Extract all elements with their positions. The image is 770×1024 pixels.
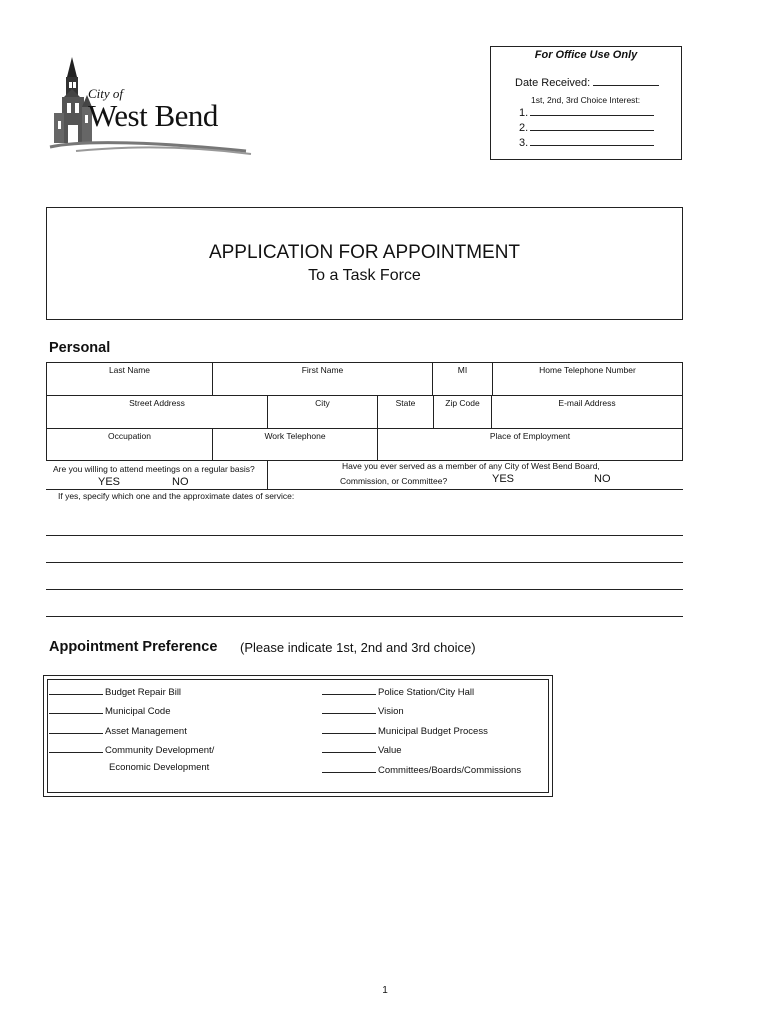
pref-asset-management[interactable]: Asset Management: [49, 723, 187, 737]
mi-field[interactable]: MI: [433, 363, 493, 396]
served-yes-option[interactable]: YES: [492, 473, 515, 485]
pref-budget-repair-bill[interactable]: Budget Repair Bill: [49, 684, 181, 698]
street-address-field[interactable]: Street Address: [47, 396, 268, 429]
pref-vision[interactable]: Vision: [322, 703, 404, 717]
service-line-2[interactable]: [46, 562, 683, 563]
pref-municipal-code[interactable]: Municipal Code: [49, 703, 170, 717]
form-subtitle: To a Task Force: [308, 267, 421, 284]
home-telephone-field[interactable]: Home Telephone Number: [493, 363, 682, 396]
appointment-preference-heading: Appointment Preference: [49, 639, 218, 655]
served-no-option[interactable]: NO: [594, 473, 611, 485]
logo-west-bend-text: West Bend: [88, 98, 218, 133]
date-received-field[interactable]: [515, 75, 659, 89]
served-question-line1: Have you ever served as a member of any City of West Bend Board,: [342, 461, 600, 471]
office-use-box: [490, 46, 682, 160]
pref-municipal-budget-process[interactable]: Municipal Budget Process: [322, 723, 488, 737]
service-line-4[interactable]: [46, 616, 683, 617]
city-field[interactable]: City: [268, 396, 378, 429]
service-line-1[interactable]: [46, 535, 683, 536]
preference-box: [43, 675, 553, 797]
form-title: APPLICATION FOR APPOINTMENT: [208, 242, 521, 263]
attend-meetings-question: [46, 461, 268, 489]
page-number: 1: [382, 985, 388, 996]
office-choice-1[interactable]: 1.: [519, 105, 654, 119]
zip-code-field[interactable]: Zip Code: [434, 396, 492, 429]
questions-row: [46, 461, 683, 490]
email-address-field[interactable]: E-mail Address: [492, 396, 682, 429]
pref-economic-development-label: Economic Development: [109, 762, 210, 773]
preference-instruction: (Please indicate 1st, 2nd and 3rd choice): [240, 640, 476, 655]
office-choice-2[interactable]: 2.: [519, 120, 654, 134]
attend-no-option[interactable]: NO: [172, 476, 189, 488]
pref-community-development[interactable]: Community Development/: [49, 742, 214, 756]
state-field[interactable]: State: [378, 396, 434, 429]
choice-interest-heading: 1st, 2nd, 3rd Choice Interest:: [531, 95, 641, 105]
specify-service-label: If yes, specify which one and the approximate dates of service:: [58, 491, 295, 501]
office-choice-3[interactable]: 3.: [519, 135, 654, 149]
pref-police-station[interactable]: Police Station/City Hall: [322, 684, 474, 698]
logo-city-of-text: City of: [88, 86, 124, 101]
service-line-3[interactable]: [46, 589, 683, 590]
occupation-field[interactable]: Occupation: [47, 429, 213, 460]
personal-info-grid: [46, 362, 683, 461]
pref-value[interactable]: Value: [322, 742, 402, 756]
place-of-employment-field[interactable]: Place of Employment: [489, 431, 571, 441]
served-question-line2: Commission, or Committee?: [340, 476, 448, 486]
attend-meetings-text: Are you willing to attend meetings on a regular basis?: [53, 464, 255, 474]
personal-heading: Personal: [49, 340, 111, 356]
work-telephone-field[interactable]: Work Telephone: [213, 429, 378, 460]
attend-yes-option[interactable]: YES: [98, 476, 121, 488]
date-received-label: Date Received:: [515, 77, 591, 89]
title-box: [46, 207, 683, 320]
last-name-field[interactable]: Last Name: [47, 363, 213, 396]
office-use-title: For Office Use Only: [534, 49, 638, 61]
first-name-field[interactable]: First Name: [213, 363, 433, 396]
pref-committees-boards[interactable]: Committees/Boards/Commissions: [322, 762, 521, 776]
